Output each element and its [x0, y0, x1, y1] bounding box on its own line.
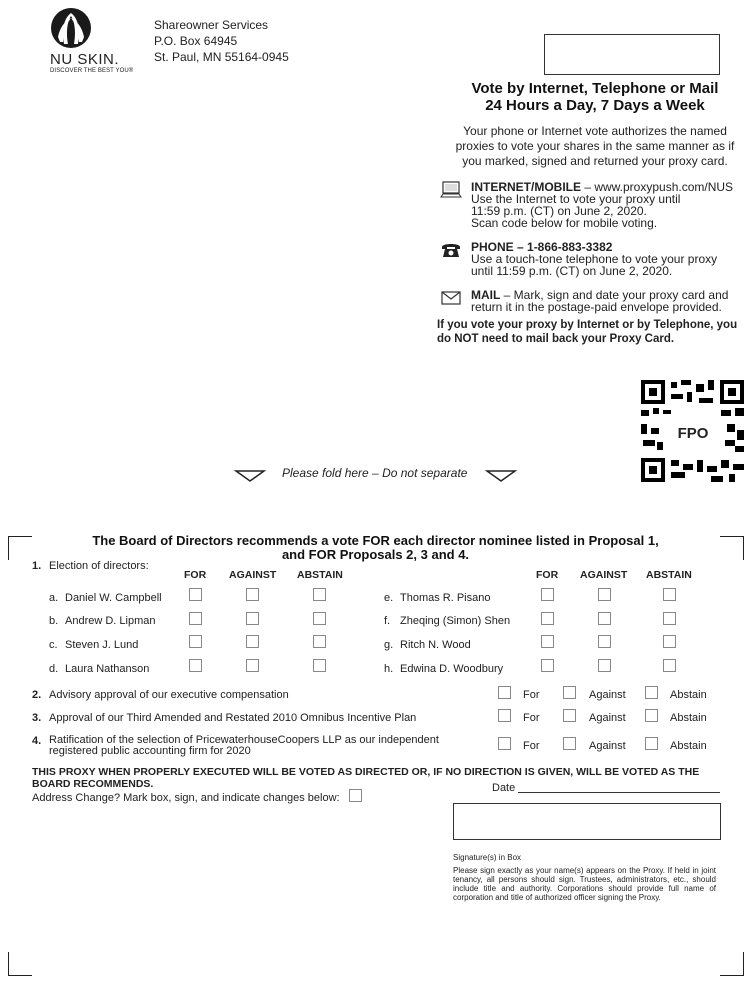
signature-title: Signature(s) in Box [453, 853, 522, 862]
proposal-for-checkbox[interactable] [498, 737, 511, 750]
proposal-text: Approval of our Third Amended and Restated 2010 Omnibus Incentive Plan [49, 712, 417, 724]
vote-for-checkbox[interactable] [189, 588, 202, 601]
crop-mark [720, 536, 744, 560]
internet-line: 11:59 p.m. (CT) on June 2, 2020. [471, 204, 647, 218]
for-label: For [523, 689, 540, 701]
crop-mark [8, 536, 32, 560]
vote-against-checkbox[interactable] [246, 588, 259, 601]
internet-heading: INTERNET/MOBILE [471, 180, 581, 194]
nominee-letter: g. [384, 639, 394, 651]
mail-method [440, 289, 750, 315]
proposal-for-checkbox[interactable] [498, 686, 511, 699]
crop-mark [720, 952, 744, 976]
nominee-name: Andrew D. Lipman [65, 615, 156, 627]
vote-against-checkbox[interactable] [598, 635, 611, 648]
control-number-box [544, 34, 720, 75]
proposal-text [49, 735, 439, 757]
nominee-name: Steven J. Lund [65, 639, 139, 651]
proposal-text-line: registered public accounting firm for 2020 [49, 745, 251, 757]
vote-against-checkbox[interactable] [598, 659, 611, 672]
vote-for-checkbox[interactable] [541, 588, 554, 601]
nominee-letter: h. [384, 663, 394, 675]
nominee-name: Laura Nathanson [65, 663, 150, 675]
proposal-for-checkbox[interactable] [498, 709, 511, 722]
vote-abstain-checkbox[interactable] [313, 588, 326, 601]
logo-wordmark: NU SKIN. [50, 51, 120, 68]
intro-line: proxies to vote your shares in the same manner as if [455, 139, 735, 153]
col-for-header: FOR [536, 569, 559, 581]
return-address [154, 17, 289, 65]
date-label: Date [492, 782, 516, 794]
against-label: Against [589, 740, 626, 752]
col-abstain-header: ABSTAIN [646, 569, 692, 581]
abstain-label: Abstain [670, 712, 707, 724]
address-change-checkbox[interactable] [349, 789, 362, 802]
nominee-name: Thomas R. Pisano [400, 592, 491, 604]
vote-title-line: 24 Hours a Day, 7 Days a Week [485, 97, 705, 114]
internet-method [440, 181, 750, 229]
nominee-letter: e. [384, 592, 394, 604]
vote-for-checkbox[interactable] [541, 612, 554, 625]
vote-against-checkbox[interactable] [598, 612, 611, 625]
board-line: The Board of Directors recommends a vote FOR each director nominee listed in Proposal 1, [92, 533, 659, 548]
vote-for-checkbox[interactable] [189, 612, 202, 625]
internet-line: Use the Internet to vote your proxy until [471, 192, 681, 206]
nominee-letter: f. [384, 615, 391, 627]
proposal-abstain-checkbox[interactable] [645, 686, 658, 699]
vote-abstain-checkbox[interactable] [663, 612, 676, 625]
proxy-execution-note [32, 766, 732, 790]
abstain-label: Abstain [670, 689, 707, 701]
phone-heading: PHONE – 1-866-883-3382 [471, 240, 613, 254]
vote-abstain-checkbox[interactable] [663, 659, 676, 672]
address-line: Shareowner Services [154, 18, 269, 32]
proposal-abstain-checkbox[interactable] [645, 709, 658, 722]
nominee-name: Edwina D. Woodbury [400, 663, 504, 675]
proposal-against-checkbox[interactable] [563, 686, 576, 699]
board-line: and FOR Proposals 2, 3 and 4. [281, 547, 470, 562]
logo-tagline: DISCOVER THE BEST YOU® [50, 68, 134, 74]
proposal-number: 2. [32, 689, 42, 701]
nominee-name: Ritch N. Wood [400, 639, 471, 651]
proposal-abstain-checkbox[interactable] [645, 737, 658, 750]
envelope-icon [440, 289, 462, 307]
phone-line: until 11:59 p.m. (CT) on June 2, 2020. [471, 264, 673, 278]
proposal-against-checkbox[interactable] [563, 737, 576, 750]
for-label: For [523, 740, 540, 752]
fold-arrow-icon [487, 471, 515, 481]
vote-for-checkbox[interactable] [541, 635, 554, 648]
mail-line: return it in the postage-paid envelope provided. [471, 300, 722, 314]
proposal-number: 4. [32, 735, 42, 747]
nominee-letter: c. [49, 639, 58, 651]
vote-abstain-checkbox[interactable] [313, 635, 326, 648]
vote-abstain-checkbox[interactable] [313, 659, 326, 672]
vote-abstain-checkbox[interactable] [313, 612, 326, 625]
vote-title [430, 80, 751, 114]
mail-line: – Mark, sign and date your proxy card and [500, 288, 729, 302]
proxy-note-line: BOARD RECOMMENDS. [32, 778, 154, 790]
phone-text [471, 241, 751, 277]
nominee-name: Daniel W. Campbell [65, 592, 162, 604]
signature-box[interactable] [453, 803, 721, 840]
proposal-number: 3. [32, 712, 42, 724]
mail-heading: MAIL [471, 288, 501, 302]
against-label: Against [589, 712, 626, 724]
col-against-header: AGAINST [580, 569, 628, 581]
crop-mark [8, 952, 32, 976]
nominee-letter: a. [49, 592, 59, 604]
internet-text [471, 181, 751, 229]
nominee-letter: b. [49, 615, 59, 627]
col-against-header: AGAINST [229, 569, 277, 581]
vote-against-checkbox[interactable] [246, 659, 259, 672]
fold-arrow-icon [236, 471, 264, 481]
proposal-against-checkbox[interactable] [563, 709, 576, 722]
vote-against-checkbox[interactable] [246, 635, 259, 648]
phone-method [440, 241, 750, 277]
mail-text [471, 289, 751, 313]
vote-against-checkbox[interactable] [246, 612, 259, 625]
vote-abstain-checkbox[interactable] [663, 635, 676, 648]
for-label: For [523, 712, 540, 724]
election-label: Election of directors: [49, 560, 149, 572]
telephone-icon [440, 241, 462, 259]
internet-line: Scan code below for mobile voting. [471, 216, 658, 230]
vote-title-line: Vote by Internet, Telephone or Mail [471, 80, 719, 97]
note-line: If you vote your proxy by Internet or by Telephone, you [437, 319, 738, 331]
against-label: Against [589, 689, 626, 701]
address-change-label: Address Change? Mark box, sign, and indicate changes below: [32, 792, 340, 804]
signature-instructions: Please sign exactly as your name(s) appears on the Proxy. If held in joint tenancy, all persons should sign. Trustees, administrators, etc., should include title and authority. Corporations should provide full name of corporation and title of authorized officer signing the Proxy. [453, 866, 716, 902]
address-line: St. Paul, MN 55164-0945 [154, 50, 289, 64]
intro-line: Your phone or Internet vote authorizes the named [463, 124, 727, 138]
vote-for-checkbox[interactable] [541, 659, 554, 672]
proposal-text-line: Ratification of the selection of PricewaterhouseCoopers LLP as our independent [49, 734, 439, 746]
abstain-label: Abstain [670, 740, 707, 752]
proxy-note-line: THIS PROXY WHEN PROPERLY EXECUTED WILL BE VOTED AS DIRECTED OR, IF NO DIRECTION IS GIVEN, WILL BE VOTED AS THE [32, 766, 700, 778]
qr-label: FPO [677, 425, 709, 442]
no-mail-note [437, 318, 747, 346]
col-for-header: FOR [184, 569, 207, 581]
date-field[interactable] [518, 792, 720, 793]
nu-skin-logo-icon [50, 7, 92, 49]
phone-line: Use a touch-tone telephone to vote your proxy [471, 252, 718, 266]
internet-url: – www.proxypush.com/NUS [581, 180, 734, 194]
col-abstain-header: ABSTAIN [297, 569, 343, 581]
vote-abstain-checkbox[interactable] [663, 588, 676, 601]
intro-line: you marked, signed and returned your proxy card. [462, 154, 728, 168]
fold-instruction: Please fold here – Do not separate [282, 466, 468, 480]
nominee-letter: d. [49, 663, 59, 675]
vote-for-checkbox[interactable] [189, 635, 202, 648]
proposal-number: 1. [32, 560, 42, 572]
nominee-name: Zheqing (Simon) Shen [400, 615, 511, 627]
vote-for-checkbox[interactable] [189, 659, 202, 672]
proposal-text: Advisory approval of our executive compensation [49, 689, 289, 701]
computer-icon [440, 181, 462, 199]
note-line: do NOT need to mail back your Proxy Card. [437, 333, 675, 345]
board-recommendation [60, 534, 691, 562]
address-line: P.O. Box 64945 [154, 34, 238, 48]
vote-intro [440, 124, 750, 169]
vote-against-checkbox[interactable] [598, 588, 611, 601]
